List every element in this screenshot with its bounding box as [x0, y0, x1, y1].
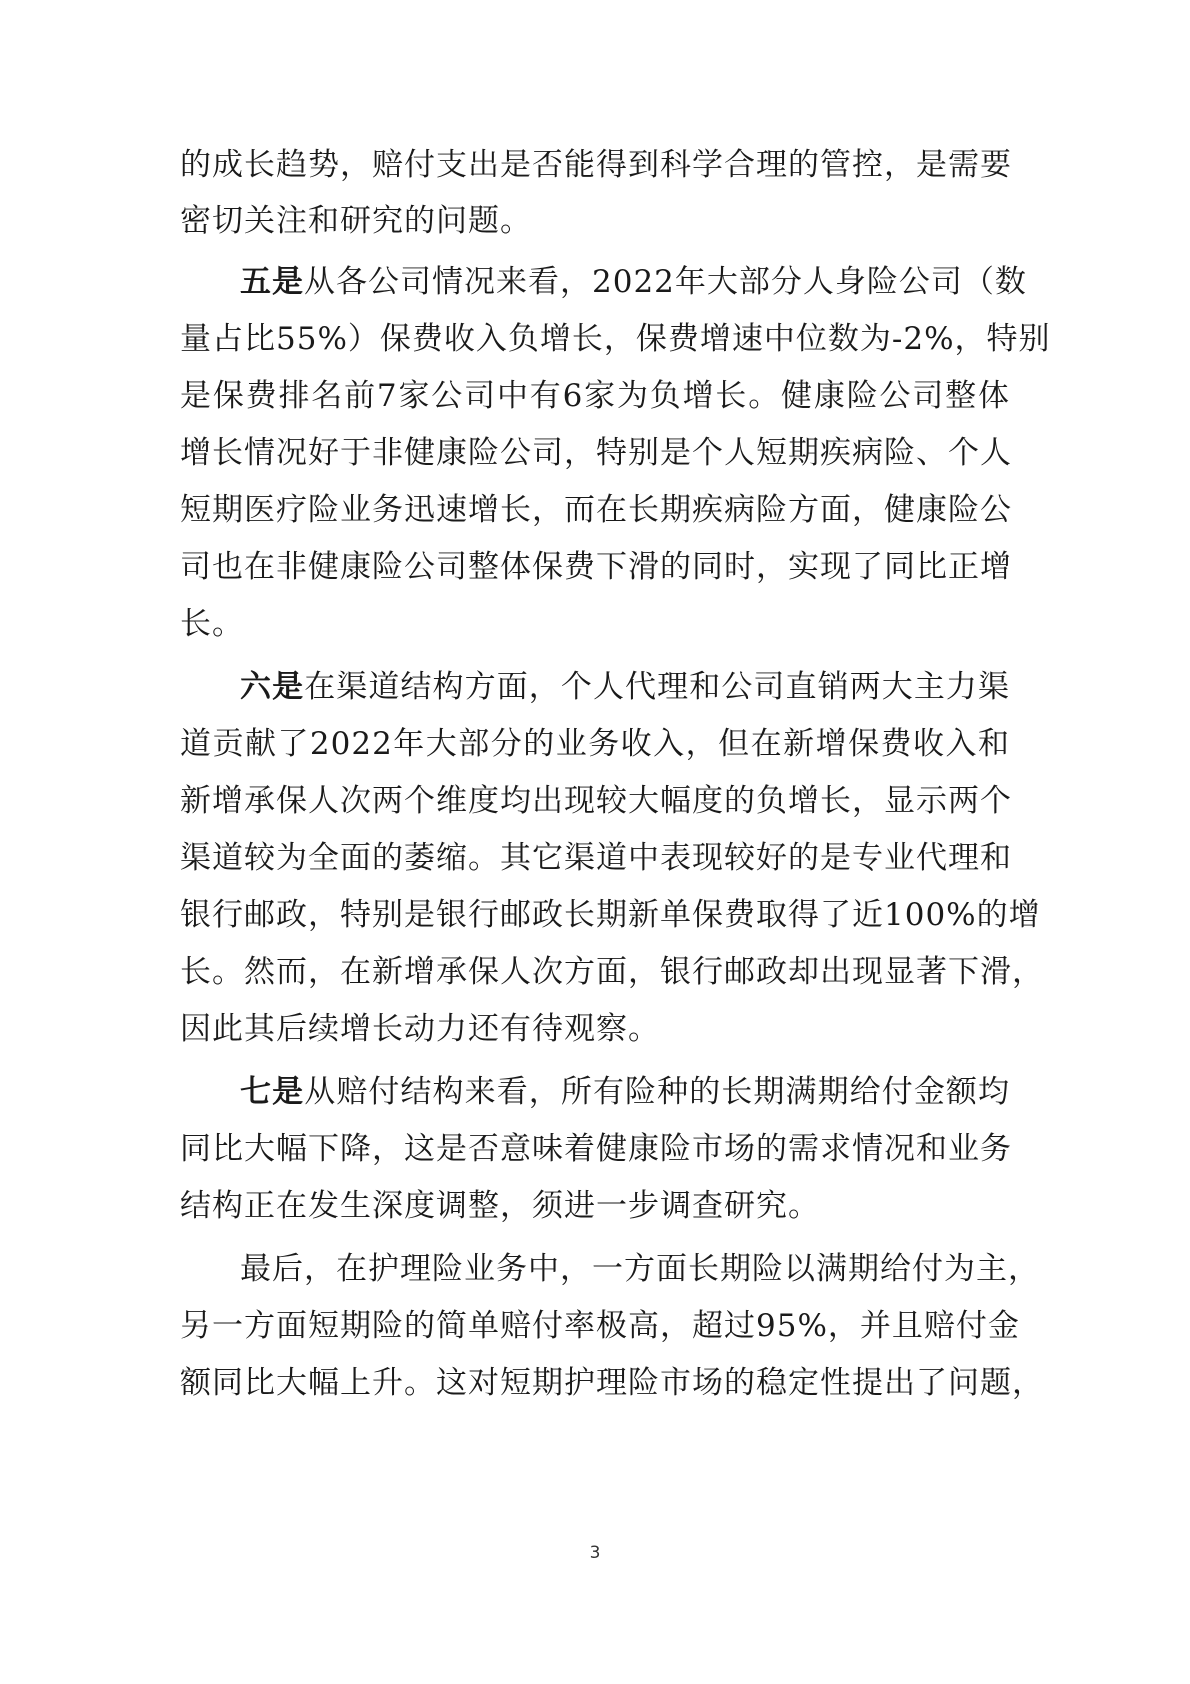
paragraph-line: 长。: [180, 606, 244, 642]
paragraph-lead: 七是: [240, 1074, 305, 1110]
paragraph-line: 另一方面短期险的简单赔付率极高，超过95%，并且赔付金: [180, 1308, 1020, 1344]
paragraph-line: 密切关注和研究的问题。: [180, 203, 532, 239]
paragraph-line: 银行邮政，特别是银行邮政长期新单保费取得了近100%的增: [180, 897, 1041, 933]
paragraph-line: 短期医疗险业务迅速增长，而在长期疾病险方面，健康险公: [180, 492, 1012, 528]
paragraph-line: 是保费排名前7家公司中有6家为负增长。健康险公司整体: [180, 378, 1010, 414]
paragraph-first-line: 六是在渠道结构方面，个人代理和公司直销两大主力渠: [240, 669, 1011, 705]
paragraph-line: 同比大幅下降，这是否意味着健康险市场的需求情况和业务: [180, 1131, 1012, 1167]
paragraph-line: 的成长趋势，赔付支出是否能得到科学合理的管控，是需要: [180, 147, 1012, 183]
paragraph-first-line: 七是从赔付结构来看，所有险种的长期满期给付金额均: [240, 1074, 1011, 1110]
paragraph-line: 量占比55%）保费收入负增长，保费增速中位数为-2%，特别: [180, 321, 1051, 357]
paragraph-line: 长。然而，在新增承保人次方面，银行邮政却出现显著下滑，: [180, 954, 1044, 990]
page-number: 3: [589, 1543, 601, 1563]
paragraph-line: 新增承保人次两个维度均出现较大幅度的负增长，显示两个: [180, 783, 1012, 819]
paragraph-lead: 六是: [240, 669, 305, 705]
paragraph-line: 因此其后续增长动力还有待观察。: [180, 1011, 660, 1047]
paragraph-lead: 五是: [240, 264, 304, 300]
paragraph-line: 额同比大幅上升。这对短期护理险市场的稳定性提出了问题，: [180, 1365, 1044, 1401]
paragraph-line: 增长情况好于非健康险公司，特别是个人短期疾病险、个人: [180, 435, 1012, 471]
paragraph-line: 渠道较为全面的萎缩。其它渠道中表现较好的是专业代理和: [180, 840, 1012, 876]
paragraph-line: 结构正在发生深度调整，须进一步调查研究。: [180, 1188, 820, 1224]
paragraph-line: 司也在非健康险公司整体保费下滑的同时，实现了同比正增: [180, 549, 1012, 585]
paragraph-line: 道贡献了2022年大部分的业务收入，但在新增保费收入和: [180, 726, 1010, 762]
paragraph-first-line: 最后，在护理险业务中，一方面长期险以满期给付为主，: [240, 1251, 1040, 1287]
paragraph-first-line: 五是从各公司情况来看，2022年大部分人身险公司（数: [240, 264, 1027, 300]
